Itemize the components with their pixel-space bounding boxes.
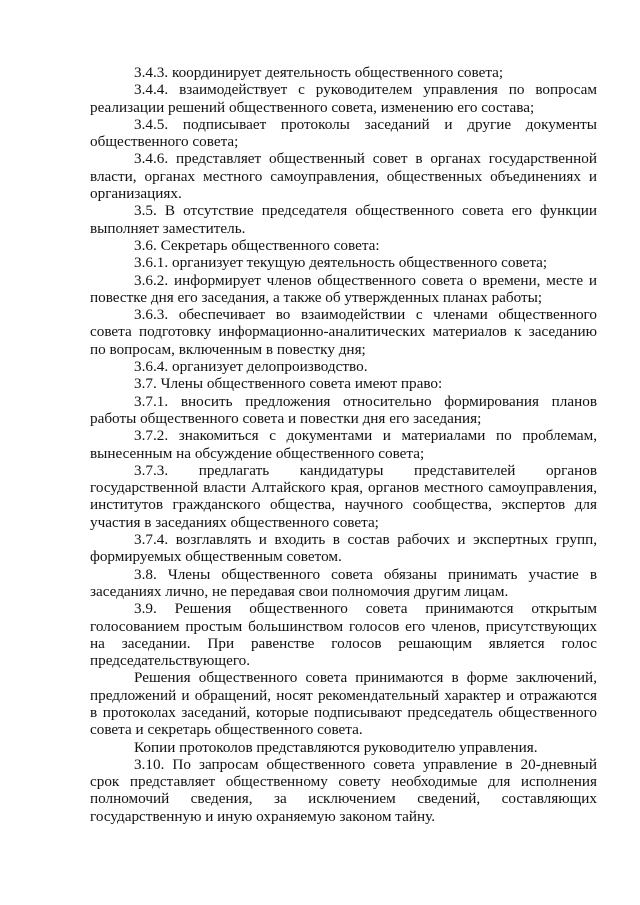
paragraph-3-6-3: 3.6.3. обеспечивает во взаимодействии с членами общественного совета подготовку информационно-аналитических материалов к заседанию по вопросам, включенным в повестку дня; <box>90 306 597 358</box>
paragraph-3-4-6: 3.4.6. представляет общественный совет в органах государственной власти, органах местного самоуправления, общественных объединениях и организациях. <box>90 150 597 203</box>
paragraph-decisions: Решения общественного совета принимаются в форме заключений, предложений и обращений, носят рекомендательный характер и отражаются в протоколах заседаний, которые подписывают председатель общественного совета и секретарь общественного совета. <box>90 669 597 739</box>
paragraph-3-10: 3.10. По запросам общественного совета управление в 20-дневный срок представляет общественному совету необходимые для исполнения полномочий сведения, за исключением сведений, составляющих государственную и иную охраняемую законом тайну. <box>90 755 597 825</box>
paragraph-3-6-2: 3.6.2. информирует членов общественного совета о времени, месте и повестке дня его заседания, а также об утвержденных планах работы; <box>90 271 597 306</box>
paragraph-3-7-3: 3.7.3. предлагать кандидатуры представителей органов государственной власти Алтайского края, органов местного самоуправления, институтов гражданского общества, научного сообщества, экспертов для участия в заседаниях общественного совета; <box>90 461 597 531</box>
paragraph-3-7-4: 3.7.4. возглавлять и входить в состав рабочих и экспертных групп, формируемых общественным советом. <box>90 531 597 566</box>
paragraph-3-6-1: 3.6.1. организует текущую деятельность общественного совета; <box>134 254 548 272</box>
paragraph-3-8: 3.8. Члены общественного совета обязаны принимать участие в заседаниях лично, не передавая свои полномочия другим лицам. <box>90 565 597 600</box>
paragraph-3-6-4: 3.6.4. организует делопроизводство. <box>134 358 368 376</box>
paragraph-3-9: 3.9. Решения общественного совета принимаются открытым голосованием простым большинством голосов его членов, присутствующих на заседании. При равенстве голосов решающим является голос председательствующего. <box>90 600 597 670</box>
paragraph-3-4-4: 3.4.4. взаимодействует с руководителем управления по вопросам реализации решений общественного совета, изменению его состава; <box>90 81 597 116</box>
paragraph-protocol-copies: Копии протоколов представляются руководителю управления. <box>134 738 538 756</box>
paragraph-3-6: 3.6. Секретарь общественного совета: <box>134 236 380 254</box>
document-body <box>90 64 597 825</box>
paragraph-3-7-1: 3.7.1. вносить предложения относительно формирования планов работы общественного совета и повестки дня его заседания; <box>90 392 597 427</box>
paragraph-3-4-5: 3.4.5. подписывает протоколы заседаний и другие документы общественного совета; <box>90 115 597 151</box>
paragraph-3-7: 3.7. Члены общественного совета имеют право: <box>134 375 443 393</box>
paragraph-3-4-3: 3.4.3. координирует деятельность общественного совета; <box>134 64 504 81</box>
paragraph-3-5: 3.5. В отсутствие председателя общественного совета его функции выполняет заместитель. <box>90 202 597 237</box>
paragraph-3-7-2: 3.7.2. знакомиться с документами и материалами по проблемам, вынесенным на обсуждение общественного совета; <box>90 427 597 462</box>
